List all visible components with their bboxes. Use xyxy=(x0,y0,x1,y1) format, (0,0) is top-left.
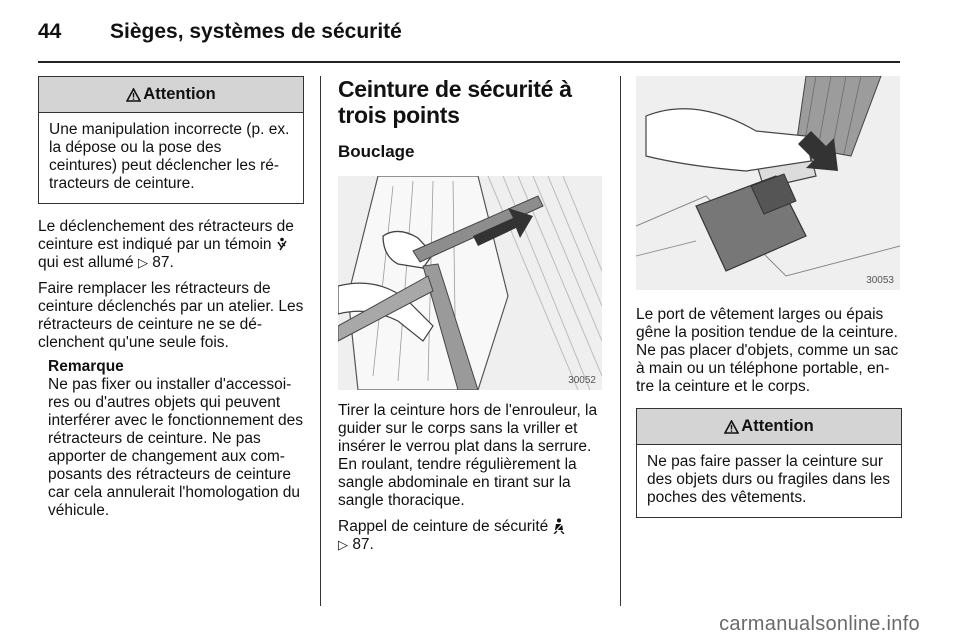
paragraph-reminder-a: Rappel de ceinture de sécurité xyxy=(338,518,549,535)
figure-buckling xyxy=(338,176,602,390)
warning-triangle-icon xyxy=(724,420,739,434)
page-reference[interactable]: 87. xyxy=(352,536,374,553)
page-number: 44 xyxy=(38,20,62,43)
paragraph-clothing: Le port de vêtement larges ou épais gêne la position tendue de la ceinture. Ne pas placer d'objets, comme un sac à main ou un téléphone portable, entre la ceinture et le corps. xyxy=(636,306,899,395)
watermark: carmanualsonline.info xyxy=(719,613,920,635)
paragraph-buckling: Tirer la ceinture hors de l'enrouleur, la guider sur le corps sans la vriller et insérer le verrou plat dans la serrure. En roulant, tendre régulièrement la sangle abdominale en tirant sur la sangle thoracique. xyxy=(338,402,598,509)
buckle-illustration xyxy=(636,76,900,290)
note-block xyxy=(48,358,304,520)
arrow-reference-icon: ▷ xyxy=(338,537,348,552)
column-left xyxy=(38,76,304,520)
subsection-title: Bouclage xyxy=(338,142,415,161)
note-label: Remarque xyxy=(48,358,124,375)
column-middle xyxy=(338,76,604,554)
warning-triangle-icon xyxy=(126,88,141,102)
warning-header xyxy=(637,409,901,445)
paragraph-tensioner-b: qui est allumé xyxy=(38,254,134,271)
figure-number: 30052 xyxy=(568,375,596,386)
warning-label: Attention xyxy=(741,417,814,435)
warning-text: Ne pas faire passer la ceinture sur des objets durs ou fragiles dans les poches des vêtements. xyxy=(647,453,890,506)
figure-clothing xyxy=(636,76,900,290)
paragraph-tensioner xyxy=(38,218,304,272)
header-divider xyxy=(38,61,900,63)
warning-label: Attention xyxy=(143,85,216,103)
page-header xyxy=(38,16,900,62)
page-reference[interactable]: 87. xyxy=(152,254,174,271)
page-title: Sièges, systèmes de sécurité xyxy=(110,20,402,43)
buckling-illustration xyxy=(338,176,602,390)
column-divider xyxy=(620,76,621,606)
arrow-reference-icon: ▷ xyxy=(137,255,148,270)
warning-header xyxy=(39,77,303,113)
belt-tensioner-icon xyxy=(276,237,289,251)
paragraph-reminder xyxy=(338,518,604,554)
figure-number: 30053 xyxy=(866,275,894,286)
column-divider xyxy=(320,76,321,606)
warning-text: Une manipulation incorrecte (p. ex. la dépose ou la pose des ceintures) peut déclencher les rétracteurs de ceinture. xyxy=(49,121,290,192)
seatbelt-reminder-icon xyxy=(553,518,565,534)
paragraph-tensioner-a: Le déclenchement des rétracteurs de ceinture est indiqué par un témoin xyxy=(38,218,294,253)
column-right xyxy=(636,76,902,518)
note-text: Ne pas fixer ou installer d'accessoires ou d'autres objets qui peuvent interférer avec le fonctionnement des rétracteurs de ceinture. Ne pas apporter de changement aux composants des rétracteurs de ceinture car cela annulerait l'homologation du véhicule. xyxy=(48,376,304,519)
paragraph-replacement: Faire remplacer les rétracteurs de ceinture déclenchés par un atelier. Les rétracteurs de ceinture ne se déclenchent qu'une seule fois. xyxy=(38,280,304,351)
section-title: Ceinture de sécurité à trois points xyxy=(338,76,572,128)
warning-box xyxy=(38,76,304,204)
warning-box xyxy=(636,408,902,518)
